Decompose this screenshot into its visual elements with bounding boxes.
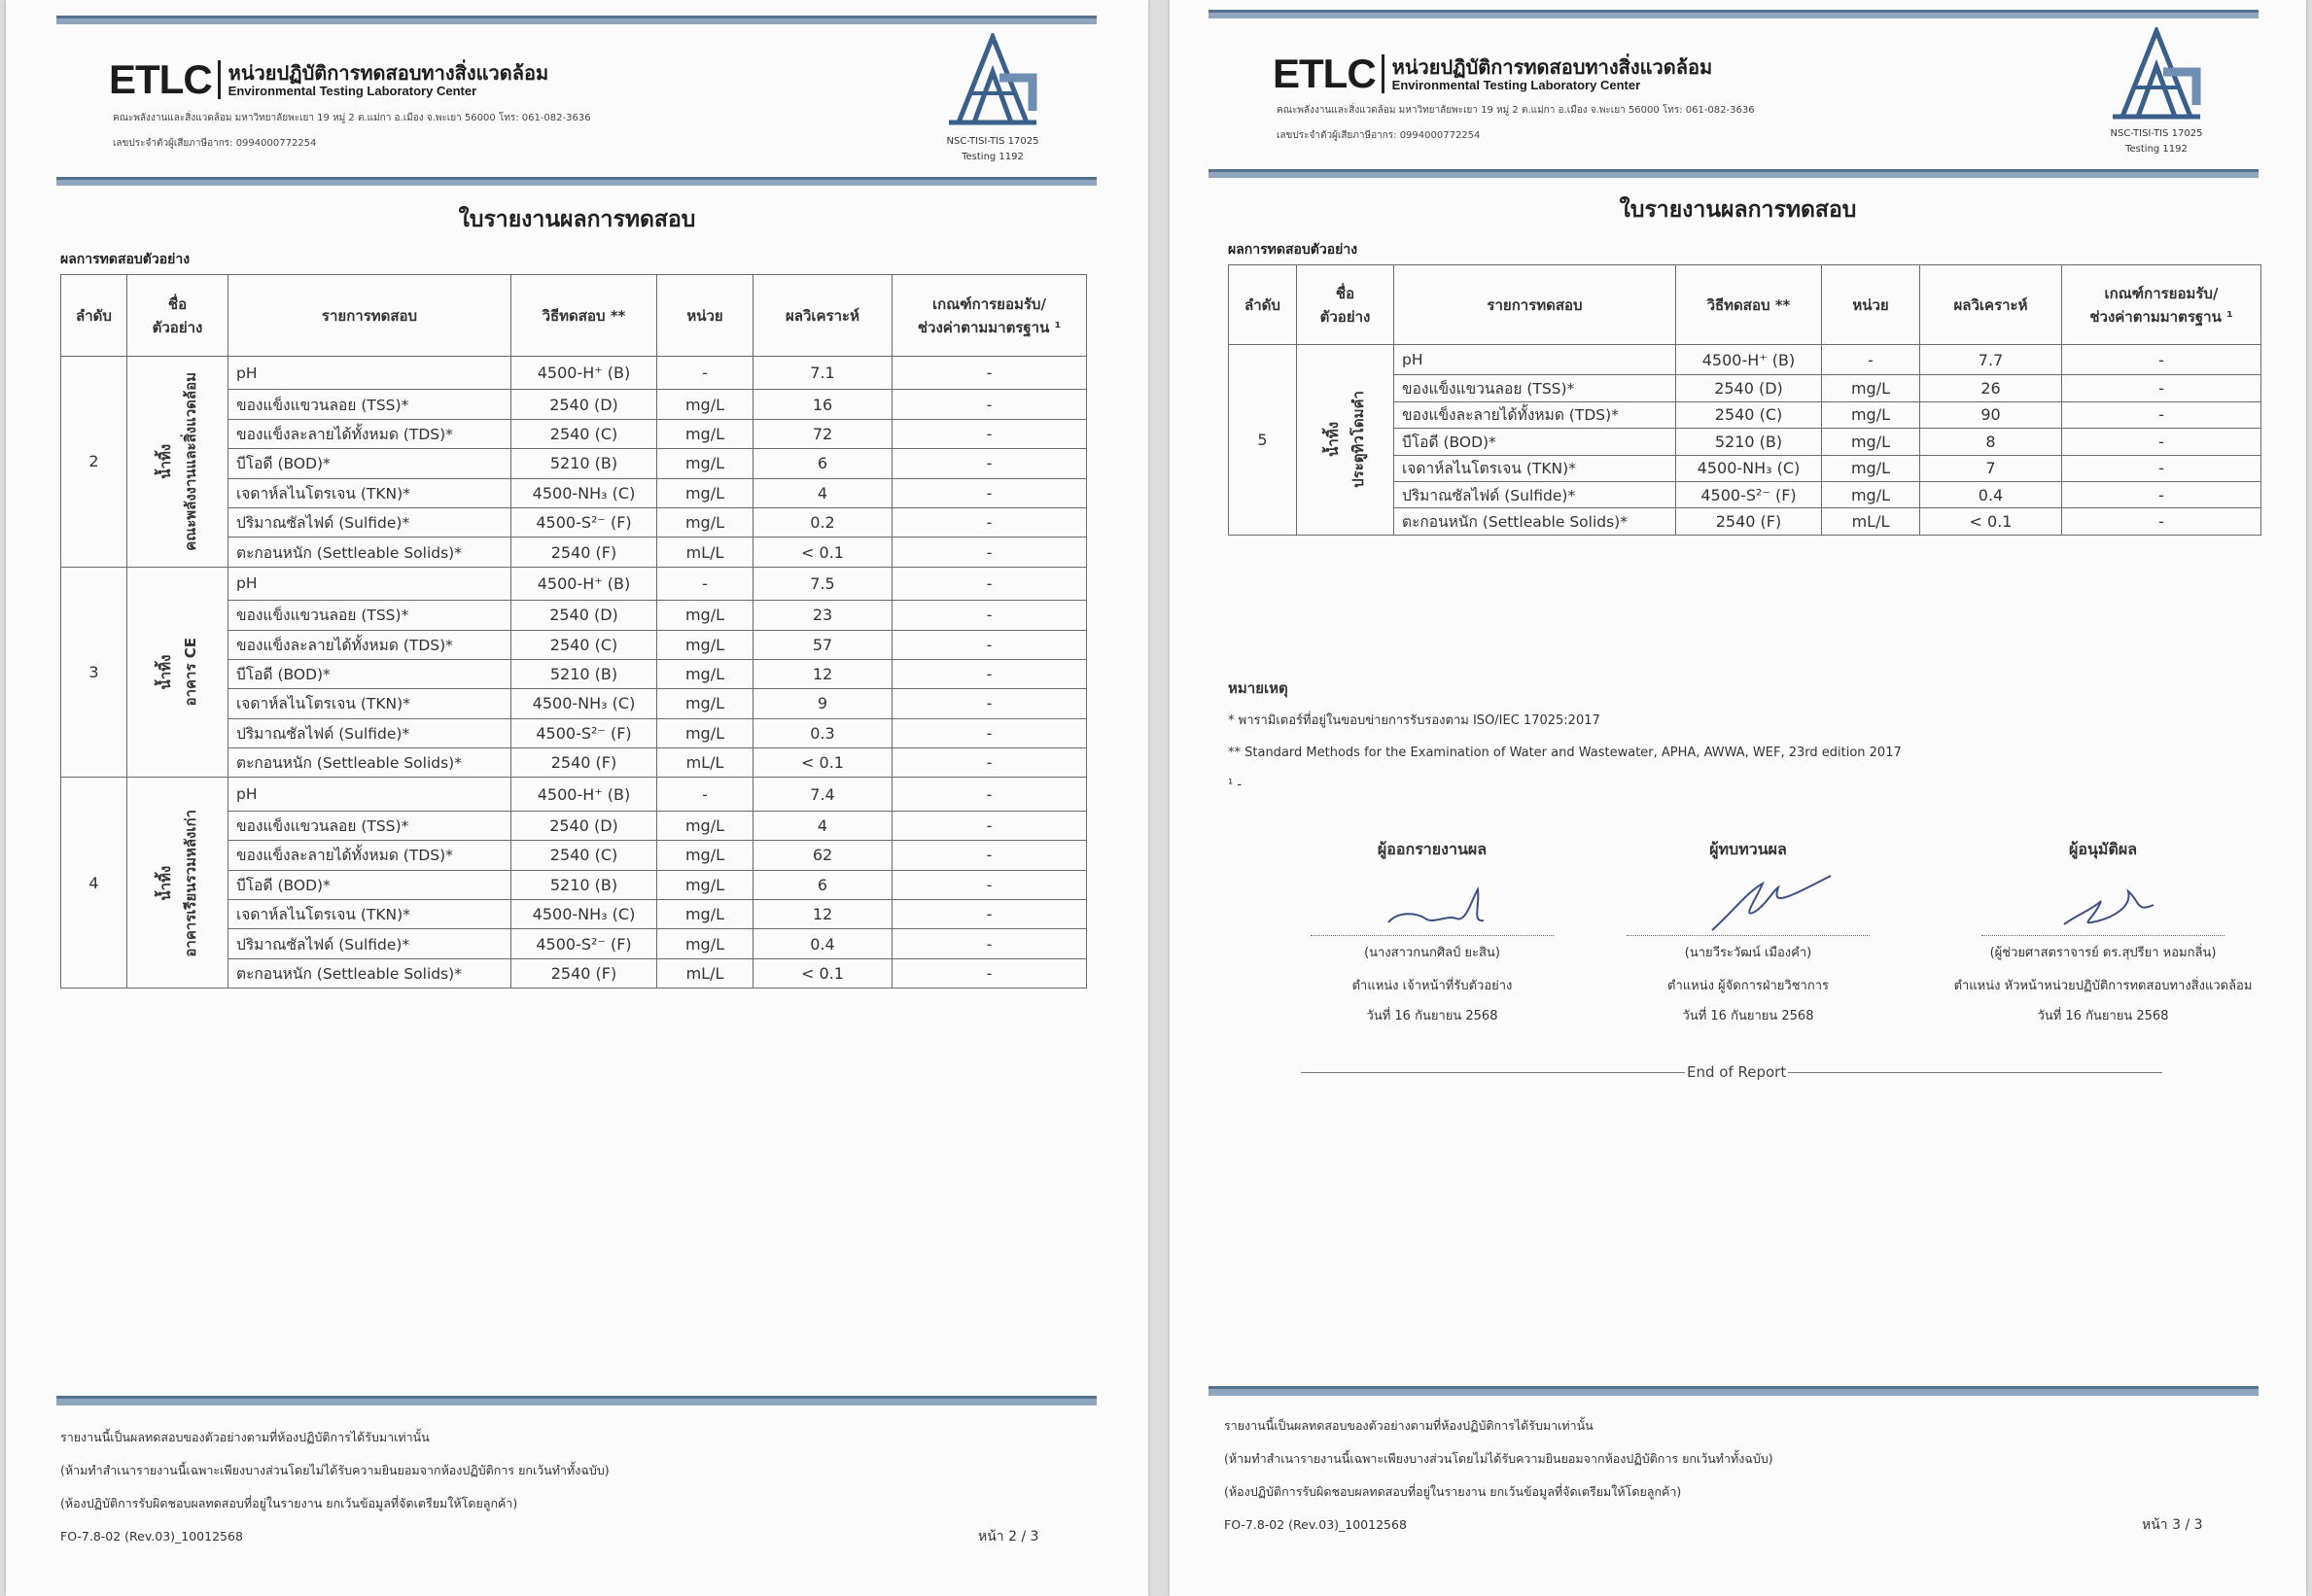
- test-item: ของแข็งแขวนลอย (TSS)*: [228, 390, 511, 419]
- nac-accreditation-icon: [939, 33, 1046, 130]
- test-method: 2540 (C): [511, 419, 657, 448]
- test-item: ปริมาณซัลไฟด์ (Sulfide)*: [1394, 481, 1676, 507]
- test-criteria: -: [893, 390, 1087, 419]
- test-item: ตะกอนหนัก (Settleable Solids)*: [228, 748, 511, 778]
- test-method: 4500-H⁺ (B): [511, 567, 657, 600]
- test-criteria: -: [893, 507, 1087, 537]
- form-code: FO-7.8-02 (Rev.03)_10012568: [1224, 1517, 1407, 1532]
- test-criteria: -: [893, 419, 1087, 448]
- test-result: 7: [1920, 455, 2062, 481]
- handwritten-signature: [1928, 862, 2278, 935]
- test-result: 6: [753, 870, 893, 899]
- test-method: 5210 (B): [511, 870, 657, 899]
- table-header-row: [1229, 265, 2261, 345]
- test-unit: mL/L: [657, 748, 753, 778]
- signature-role: ผู้อนุมัติผล: [2068, 840, 2138, 858]
- signer-position: ตำแหน่ง หัวหน้าหน่วยปฏิบัติการทดสอบทางสิ่งแวดล้อม: [1953, 979, 2253, 993]
- accreditation-text: [2093, 126, 2220, 157]
- test-method: 2540 (C): [511, 841, 657, 870]
- test-criteria: -: [893, 357, 1087, 390]
- report-page-2: [6, 0, 1148, 1596]
- test-unit: mL/L: [1822, 508, 1920, 535]
- test-criteria: -: [893, 601, 1087, 630]
- test-method: 4500-S²⁻ (F): [511, 718, 657, 747]
- test-criteria: -: [893, 748, 1087, 778]
- accreditation-line-2: Testing 1192: [2125, 144, 2188, 155]
- footer-line-2: (ห้ามทำสำเนารายงานนี้เฉพาะเพียงบางส่วนโดยไม่ได้รับความยินยอมจากห้องปฏิบัติการ ยกเว้นทำทั้งฉบับ): [60, 1463, 610, 1477]
- accreditation-line-2: Testing 1192: [962, 152, 1024, 162]
- signature-role: ผู้ทบทวนผล: [1709, 840, 1787, 858]
- etlc-logo: [1273, 51, 1712, 97]
- test-method: 2540 (F): [511, 748, 657, 778]
- handwritten-signature: [1588, 862, 1909, 935]
- note-3: ¹ -: [1228, 778, 1243, 792]
- test-result: 26: [1920, 375, 2062, 401]
- signature-approver: [1928, 838, 2278, 1031]
- test-result: 7.5: [753, 567, 893, 600]
- org-name-th: หน่วยปฏิบัติการทดสอบทางสิ่งแวดล้อม: [1391, 54, 1713, 79]
- test-unit: mg/L: [1822, 375, 1920, 401]
- test-item: ของแข็งแขวนลอย (TSS)*: [228, 601, 511, 630]
- sample-location: คณะพลังงานและสิ่งแวดล้อม: [181, 372, 199, 551]
- test-item: ของแข็งแขวนลอย (TSS)*: [1394, 375, 1676, 401]
- notes-title: หมายเหตุ: [1228, 679, 1288, 697]
- tax-id: เลขประจำตัวผู้เสียภาษีอากร: 0994000772254: [1277, 130, 1481, 141]
- test-criteria: -: [893, 449, 1087, 478]
- org-name-th: หน่วยปฏิบัติการทดสอบทางสิ่งแวดล้อม: [228, 60, 549, 85]
- test-method: 4500-S²⁻ (F): [1676, 481, 1822, 507]
- end-of-report: [1301, 1063, 2162, 1081]
- org-name-en: Environmental Testing Laboratory Center: [228, 83, 477, 98]
- signer-position: ตำแหน่ง ผู้จัดการฝ่ายวิชาการ: [1667, 979, 1829, 993]
- sign-date: วันที่ 16 กันยายน 2568: [2037, 1009, 2169, 1024]
- section-label: ผลการทดสอบตัวอย่าง: [60, 252, 191, 267]
- test-unit: mg/L: [1822, 455, 1920, 481]
- test-result: 62: [753, 841, 893, 870]
- test-method: 2540 (D): [511, 811, 657, 840]
- col-no: ลำดับ: [61, 275, 127, 357]
- test-method: 5210 (B): [511, 449, 657, 478]
- test-item: ปริมาณซัลไฟด์ (Sulfide)*: [228, 929, 511, 958]
- test-unit: mL/L: [657, 958, 753, 988]
- footer-line-1: รายงานนี้เป็นผลทดสอบของตัวอย่างตามที่ห้องปฏิบัติการได้รับมาเท่านั้น: [1224, 1418, 1594, 1433]
- report-title: ใบรายงานผลการทดสอบ: [1619, 197, 1857, 223]
- test-result: < 0.1: [753, 538, 893, 567]
- signer-name: (ผู้ช่วยศาสตราจารย์ ดร.สุปรียา หอมกลิ่น): [1989, 946, 2217, 960]
- test-method: 2540 (D): [511, 601, 657, 630]
- test-method: 4500-NH₃ (C): [511, 689, 657, 718]
- accreditation-text: [929, 134, 1056, 165]
- test-item: เจดาห์ลไนโตรเจน (TKN)*: [1394, 455, 1676, 481]
- test-result: 8: [1920, 429, 2062, 455]
- test-result: 12: [753, 659, 893, 688]
- test-result: 7.4: [753, 778, 893, 811]
- col-criteria: เกณฑ์การยอมรับ/ ช่วงค่าตามมาตรฐาน ¹: [893, 275, 1087, 357]
- test-criteria: -: [2062, 429, 2261, 455]
- test-result: < 0.1: [753, 958, 893, 988]
- test-unit: mg/L: [1822, 401, 1920, 428]
- test-method: 2540 (F): [1676, 508, 1822, 535]
- test-method: 4500-NH₃ (C): [1676, 455, 1822, 481]
- test-result: 4: [753, 811, 893, 840]
- test-method: 2540 (C): [511, 630, 657, 659]
- test-result: 57: [753, 630, 893, 659]
- test-method: 2540 (F): [511, 538, 657, 567]
- table-row: [61, 357, 1087, 390]
- test-criteria: -: [893, 538, 1087, 567]
- test-result: < 0.1: [753, 748, 893, 778]
- test-unit: mg/L: [657, 870, 753, 899]
- sample-location: อาคารเรียนรวมหลังเก่า: [181, 809, 199, 957]
- accreditation-line-1: NSC-TISI-TIS 17025: [2110, 128, 2203, 139]
- signer-position: ตำแหน่ง เจ้าหน้าที่รับตัวอย่าง: [1351, 979, 1513, 993]
- test-unit: mg/L: [657, 811, 753, 840]
- signer-name: (นายวีระวัฒน์ เมืองคำ): [1684, 946, 1812, 960]
- test-item: ของแข็งแขวนลอย (TSS)*: [228, 811, 511, 840]
- test-item: ปริมาณซัลไฟด์ (Sulfide)*: [228, 507, 511, 537]
- logo-text: ETLC: [109, 56, 212, 102]
- results-body: [61, 357, 1087, 989]
- col-result: ผลวิเคราะห์: [753, 275, 893, 357]
- test-item: pH: [228, 567, 511, 600]
- footer-line-3: (ห้องปฏิบัติการรับผิดชอบผลทดสอบที่อยู่ในรายงาน ยกเว้นข้อมูลที่จัดเตรียมให้โดยลูกค้า): [1224, 1484, 1682, 1499]
- test-result: 7.7: [1920, 345, 2062, 375]
- sample-no: 3: [61, 567, 127, 778]
- page-number: หน้า 3 / 3: [2142, 1517, 2203, 1533]
- test-criteria: -: [893, 567, 1087, 600]
- results-body: [1229, 345, 2261, 536]
- end-of-report-text: End of Report: [1687, 1063, 1787, 1081]
- test-item: บีโอดี (BOD)*: [228, 659, 511, 688]
- sign-date: วันที่ 16 กันยายน 2568: [1366, 1009, 1498, 1024]
- sample-type: น้ำทิ้ง: [156, 865, 174, 901]
- test-method: 5210 (B): [511, 659, 657, 688]
- sample-location: อาคาร CE: [181, 638, 199, 707]
- test-criteria: -: [2062, 508, 2261, 535]
- test-item: ของแข็งละลายได้ทั้งหมด (TDS)*: [1394, 401, 1676, 428]
- test-method: 5210 (B): [1676, 429, 1822, 455]
- test-method: 2540 (D): [1676, 375, 1822, 401]
- test-result: 6: [753, 449, 893, 478]
- col-test-item: รายการทดสอบ: [1394, 265, 1676, 345]
- test-method: 2540 (F): [511, 958, 657, 988]
- test-result: 23: [753, 601, 893, 630]
- sample-name: [127, 357, 228, 568]
- report-page-3: [1170, 0, 2306, 1596]
- test-result: 9: [753, 689, 893, 718]
- test-criteria: -: [893, 811, 1087, 840]
- col-result: ผลวิเคราะห์: [1920, 265, 2062, 345]
- test-result: 72: [753, 419, 893, 448]
- header-rule-bottom: [1209, 169, 2259, 178]
- test-criteria: -: [893, 718, 1087, 747]
- test-criteria: -: [2062, 481, 2261, 507]
- test-item: บีโอดี (BOD)*: [1394, 429, 1676, 455]
- test-method: 4500-H⁺ (B): [511, 357, 657, 390]
- col-sample-name: ชื่อ ตัวอย่าง: [1297, 265, 1394, 345]
- test-method: 4500-S²⁻ (F): [511, 507, 657, 537]
- test-method: 4500-H⁺ (B): [1676, 345, 1822, 375]
- test-unit: -: [657, 567, 753, 600]
- col-no: ลำดับ: [1229, 265, 1297, 345]
- test-item: ตะกอนหนัก (Settleable Solids)*: [228, 538, 511, 567]
- test-unit: mg/L: [1822, 429, 1920, 455]
- test-criteria: -: [893, 478, 1087, 507]
- org-address: คณะพลังงานและสิ่งแวดล้อม มหาวิทยาลัยพะเยา 19 หมู่ 2 ต.แม่กา อ.เมือง จ.พะเยา 56000 โทร: 061-082-3636: [1277, 105, 1755, 116]
- test-method: 4500-H⁺ (B): [511, 778, 657, 811]
- test-item: ตะกอนหนัก (Settleable Solids)*: [1394, 508, 1676, 535]
- test-criteria: -: [893, 929, 1087, 958]
- test-method: 4500-NH₃ (C): [511, 478, 657, 507]
- table-row: [61, 567, 1087, 600]
- test-unit: mg/L: [657, 390, 753, 419]
- sample-location: ประตูทิวโดมคำ: [1349, 391, 1367, 489]
- sample-name: [1297, 345, 1394, 536]
- test-unit: mg/L: [657, 841, 753, 870]
- footer-text: [1224, 1409, 1773, 1542]
- test-result: 90: [1920, 401, 2062, 428]
- section-label: ผลการทดสอบตัวอย่าง: [1228, 242, 1358, 258]
- sign-date: วันที่ 16 กันยายน 2568: [1682, 1009, 1814, 1024]
- test-item: ตะกอนหนัก (Settleable Solids)*: [228, 958, 511, 988]
- test-result: 0.4: [1920, 481, 2062, 507]
- etlc-logo: [109, 56, 548, 103]
- sample-type: น้ำทิ้ง: [156, 443, 174, 479]
- test-item: ของแข็งละลายได้ทั้งหมด (TDS)*: [228, 841, 511, 870]
- test-unit: mg/L: [657, 630, 753, 659]
- test-item: เจดาห์ลไนโตรเจน (TKN)*: [228, 689, 511, 718]
- signature-reviewer: [1588, 838, 1909, 1031]
- sample-type: น้ำทิ้ง: [1323, 422, 1342, 458]
- header-rule: [56, 16, 1097, 24]
- test-criteria: -: [893, 689, 1087, 718]
- handwritten-signature: [1272, 862, 1593, 935]
- test-method: 2540 (C): [1676, 401, 1822, 428]
- signer-name: (นางสาวกนกศิลป์ ยะสิน): [1364, 946, 1500, 960]
- test-unit: mg/L: [657, 478, 753, 507]
- test-method: 4500-NH₃ (C): [511, 900, 657, 929]
- sample-type: น้ำทิ้ง: [156, 654, 174, 690]
- note-1: * พารามิเตอร์ที่อยู่ในขอบข่ายการรับรองตาม ISO/IEC 17025:2017: [1228, 713, 1600, 728]
- test-item: ปริมาณซัลไฟด์ (Sulfide)*: [228, 718, 511, 747]
- test-method: 4500-S²⁻ (F): [511, 929, 657, 958]
- test-item: เจดาห์ลไนโตรเจน (TKN)*: [228, 900, 511, 929]
- test-result: 4: [753, 478, 893, 507]
- org-address: คณะพลังงานและสิ่งแวดล้อม มหาวิทยาลัยพะเยา 19 หมู่ 2 ต.แม่กา อ.เมือง จ.พะเยา 56000 โทร: 061-082-3636: [113, 113, 591, 123]
- sample-name: [127, 778, 228, 989]
- note-2: ** Standard Methods for the Examination of Water and Wastewater, APHA, AWWA, WEF, 23rd edition 2017: [1228, 746, 1902, 760]
- test-unit: mL/L: [657, 538, 753, 567]
- results-table: [60, 274, 1087, 989]
- col-method: วิธีทดสอบ **: [511, 275, 657, 357]
- test-criteria: -: [893, 900, 1087, 929]
- logo-divider: [218, 60, 221, 99]
- test-item: pH: [228, 778, 511, 811]
- footer-text: [60, 1421, 610, 1553]
- test-unit: mg/L: [657, 419, 753, 448]
- page-number: หน้า 2 / 3: [978, 1529, 1039, 1544]
- test-unit: mg/L: [657, 900, 753, 929]
- test-item: pH: [1394, 345, 1676, 375]
- test-unit: -: [1822, 345, 1920, 375]
- results-table: [1228, 264, 2261, 536]
- test-item: บีโอดี (BOD)*: [228, 449, 511, 478]
- test-unit: mg/L: [657, 718, 753, 747]
- accreditation-line-1: NSC-TISI-TIS 17025: [946, 136, 1039, 147]
- footer-line-3: (ห้องปฏิบัติการรับผิดชอบผลทดสอบที่อยู่ในรายงาน ยกเว้นข้อมูลที่จัดเตรียมให้โดยลูกค้า): [60, 1496, 518, 1510]
- test-criteria: -: [2062, 401, 2261, 428]
- test-result: 0.2: [753, 507, 893, 537]
- col-sample-name: ชื่อ ตัวอย่าง: [127, 275, 228, 357]
- signature-issuer: [1272, 838, 1593, 1031]
- test-criteria: -: [893, 778, 1087, 811]
- test-item: ของแข็งละลายได้ทั้งหมด (TDS)*: [228, 419, 511, 448]
- test-unit: mg/L: [1822, 481, 1920, 507]
- test-unit: mg/L: [657, 449, 753, 478]
- test-result: 12: [753, 900, 893, 929]
- test-criteria: -: [2062, 455, 2261, 481]
- test-criteria: -: [893, 630, 1087, 659]
- form-code: FO-7.8-02 (Rev.03)_10012568: [60, 1529, 243, 1544]
- table-row: [61, 778, 1087, 811]
- tax-id: เลขประจำตัวผู้เสียภาษีอากร: 0994000772254: [113, 138, 317, 149]
- test-item: pH: [228, 357, 511, 390]
- sample-no: 2: [61, 357, 127, 568]
- col-test-item: รายการทดสอบ: [228, 275, 511, 357]
- test-result: 0.4: [753, 929, 893, 958]
- col-method: วิธีทดสอบ **: [1676, 265, 1822, 345]
- test-unit: mg/L: [657, 659, 753, 688]
- test-result: 0.3: [753, 718, 893, 747]
- logo-text: ETLC: [1273, 51, 1376, 96]
- test-item: เจดาห์ลไนโตรเจน (TKN)*: [228, 478, 511, 507]
- test-unit: -: [657, 357, 753, 390]
- test-unit: mg/L: [657, 689, 753, 718]
- footer-line-1: รายงานนี้เป็นผลทดสอบของตัวอย่างตามที่ห้องปฏิบัติการได้รับมาเท่านั้น: [60, 1430, 430, 1444]
- col-unit: หน่วย: [1822, 265, 1920, 345]
- nac-accreditation-icon: [2103, 27, 2210, 124]
- notes: [1228, 673, 1902, 801]
- test-result: 16: [753, 390, 893, 419]
- org-name-en: Environmental Testing Laboratory Center: [1391, 77, 1641, 92]
- col-criteria: เกณฑ์การยอมรับ/ ช่วงค่าตามมาตรฐาน ¹: [2062, 265, 2261, 345]
- col-unit: หน่วย: [657, 275, 753, 357]
- sample-name: [127, 567, 228, 778]
- sample-no: 5: [1229, 345, 1297, 536]
- table-header-row: [61, 275, 1087, 357]
- test-result: 7.1: [753, 357, 893, 390]
- sample-no: 4: [61, 778, 127, 989]
- header-rule-bottom: [56, 177, 1097, 186]
- footer-rule: [56, 1396, 1097, 1405]
- table-row: [1229, 345, 2261, 375]
- test-unit: mg/L: [657, 507, 753, 537]
- test-criteria: -: [893, 958, 1087, 988]
- report-title: ใบรายงานผลการทดสอบ: [458, 207, 696, 232]
- test-unit: mg/L: [657, 929, 753, 958]
- test-unit: mg/L: [657, 601, 753, 630]
- test-criteria: -: [2062, 375, 2261, 401]
- test-criteria: -: [893, 841, 1087, 870]
- header-rule: [1209, 10, 2259, 18]
- signature-role: ผู้ออกรายงานผล: [1377, 840, 1488, 858]
- test-criteria: -: [2062, 345, 2261, 375]
- footer-line-2: (ห้ามทำสำเนารายงานนี้เฉพาะเพียงบางส่วนโดยไม่ได้รับความยินยอมจากห้องปฏิบัติการ ยกเว้นทำทั้งฉบับ): [1224, 1451, 1773, 1466]
- test-unit: -: [657, 778, 753, 811]
- test-item: บีโอดี (BOD)*: [228, 870, 511, 899]
- logo-divider: [1382, 54, 1384, 93]
- test-result: < 0.1: [1920, 508, 2062, 535]
- test-criteria: -: [893, 659, 1087, 688]
- test-method: 2540 (D): [511, 390, 657, 419]
- test-criteria: -: [893, 870, 1087, 899]
- test-item: ของแข็งละลายได้ทั้งหมด (TDS)*: [228, 630, 511, 659]
- footer-rule: [1209, 1386, 2259, 1396]
